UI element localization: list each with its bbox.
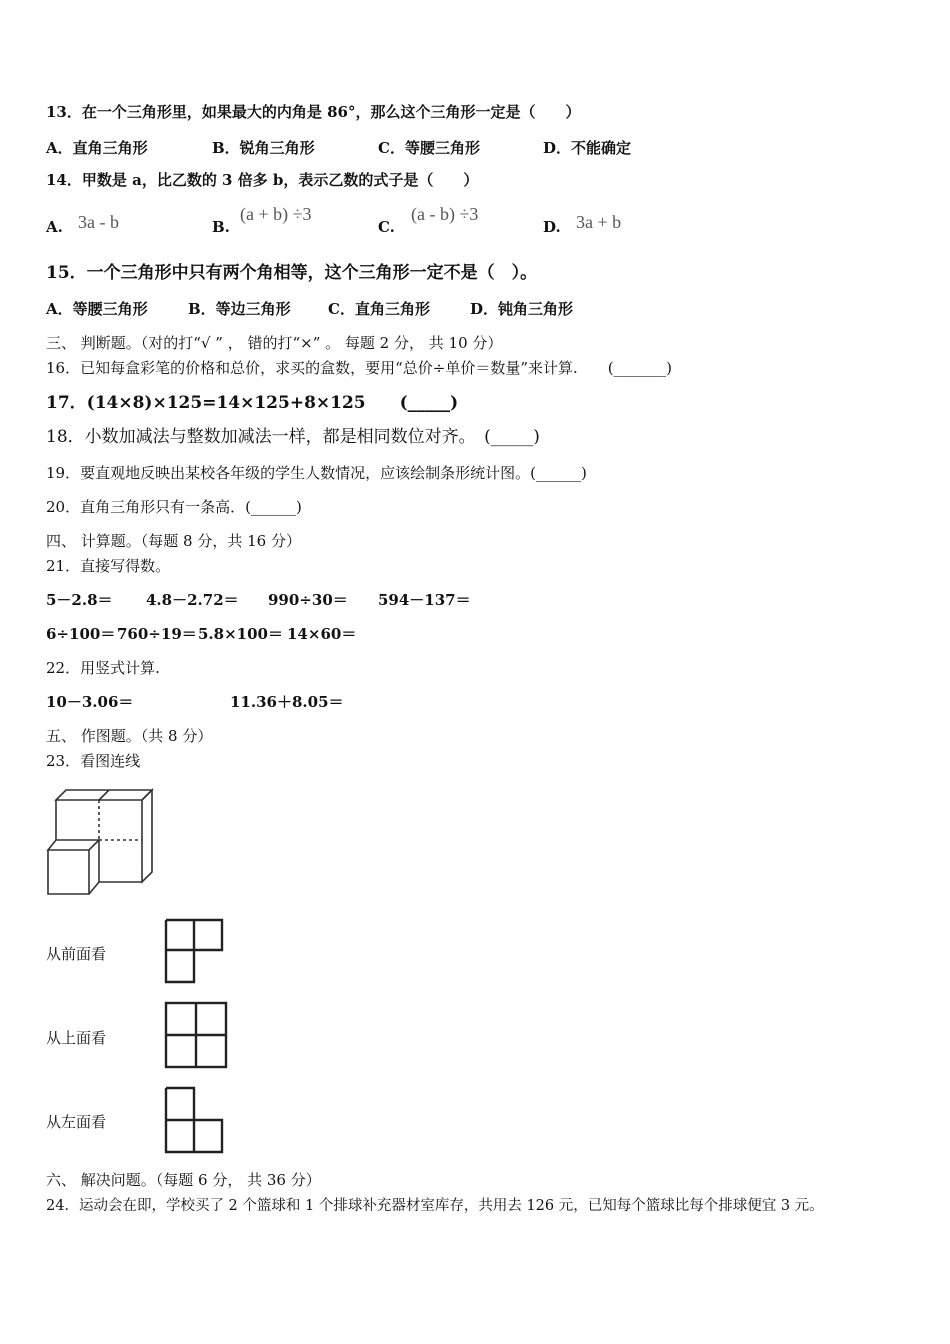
q21-item: 990÷30＝ <box>268 591 348 609</box>
q15-option-d: D．钝角三角形 <box>470 300 574 318</box>
question-17: 17．(14×8)×125=14×125+8×125 (_____) <box>46 393 459 413</box>
q21-item: 4.8－2.72＝ <box>146 591 239 609</box>
q21-item: 760÷19＝ <box>117 625 197 643</box>
q14-option-c-expr: (a - b) ÷3 <box>411 204 479 224</box>
question-16: 16．已知每盒彩笔的价格和总价，求买的盒数，要用“总价÷单价＝数量”来计算. (_______) <box>46 359 672 377</box>
q14-option-b-label: B. <box>212 218 230 236</box>
question-18: 18．小数加减法与整数加减法一样，都是相同数位对齐。 (_____) <box>46 427 540 447</box>
q15-option-b: B．等边三角形 <box>188 300 291 318</box>
q14-option-b-expr: (a + b) ÷3 <box>240 204 312 224</box>
q22-item: 10－3.06＝ <box>46 693 134 711</box>
q14-option-d-label: D. <box>543 218 561 236</box>
question-13: 13．在一个三角形里，如果最大的内角是 86°，那么这个三角形一定是（ ） <box>46 103 581 121</box>
top-view-shape <box>164 1001 228 1069</box>
q21-item: 594－137＝ <box>378 591 471 609</box>
section-4-heading: 四、 计算题。（每题 8 分，共 16 分） <box>46 532 301 550</box>
q13-option-b: B．锐角三角形 <box>212 139 315 157</box>
question-19: 19．要直观地反映出某校各年级的学生人数情况，应该绘制条形统计图。(______) <box>46 464 587 482</box>
q21-item: 14×60＝ <box>287 625 357 643</box>
q15-option-c: C．直角三角形 <box>328 300 430 318</box>
q14-option-a-expr <box>78 212 119 233</box>
question-15: 15．一个三角形中只有两个角相等，这个三角形一定不是（ ）。 <box>46 263 538 283</box>
q21-item: 5.8×100＝ <box>198 625 283 643</box>
section-5-heading: 五、 作图题。（共 8 分） <box>46 727 213 745</box>
section-6-heading: 六、 解决问题。（每题 6 分， 共 36 分） <box>46 1171 321 1189</box>
q15-option-a: A．等腰三角形 <box>46 300 148 318</box>
q21-item: 5－2.8＝ <box>46 591 113 609</box>
q14-option-a-label: A. <box>46 218 63 236</box>
question-20: 20．直角三角形只有一条高．(______) <box>46 498 302 516</box>
q14-option-c-label: C. <box>378 218 395 236</box>
section-3-heading: 三、 判断题。（对的打“√ ” ， 错的打“×” 。 每题 2 分， 共 10 分） <box>46 334 503 352</box>
question-21-title: 21．直接写得数。 <box>46 557 171 575</box>
cube-figure <box>44 784 158 902</box>
view-label-front: 从前面看 <box>46 945 107 963</box>
q21-item: 6÷100＝ <box>46 625 116 643</box>
view-label-top: 从上面看 <box>46 1029 107 1047</box>
q13-option-c: C．等腰三角形 <box>378 139 480 157</box>
front-view-shape <box>164 918 224 984</box>
q14-a-expr-text: 3a - b <box>78 212 119 232</box>
q22-item: 11.36＋8.05＝ <box>230 693 344 711</box>
question-23-title: 23．看图连线 <box>46 752 141 770</box>
q13-option-a: A．直角三角形 <box>46 139 148 157</box>
question-14: 14．甲数是 a，比乙数的 3 倍多 b，表示乙数的式子是（ ） <box>46 171 479 189</box>
left-view-shape <box>164 1086 224 1154</box>
q14-option-d-expr: 3a + b <box>576 212 622 232</box>
view-label-left: 从左面看 <box>46 1113 107 1131</box>
question-24: 24．运动会在即，学校买了 2 个篮球和 1 个排球补充器材室库存，共用去 126 元，已知每个篮球比每个排球便宜 3 元。 <box>46 1198 824 1214</box>
q13-option-d: D．不能确定 <box>543 139 632 157</box>
question-22-title: 22．用竖式计算. <box>46 659 160 677</box>
